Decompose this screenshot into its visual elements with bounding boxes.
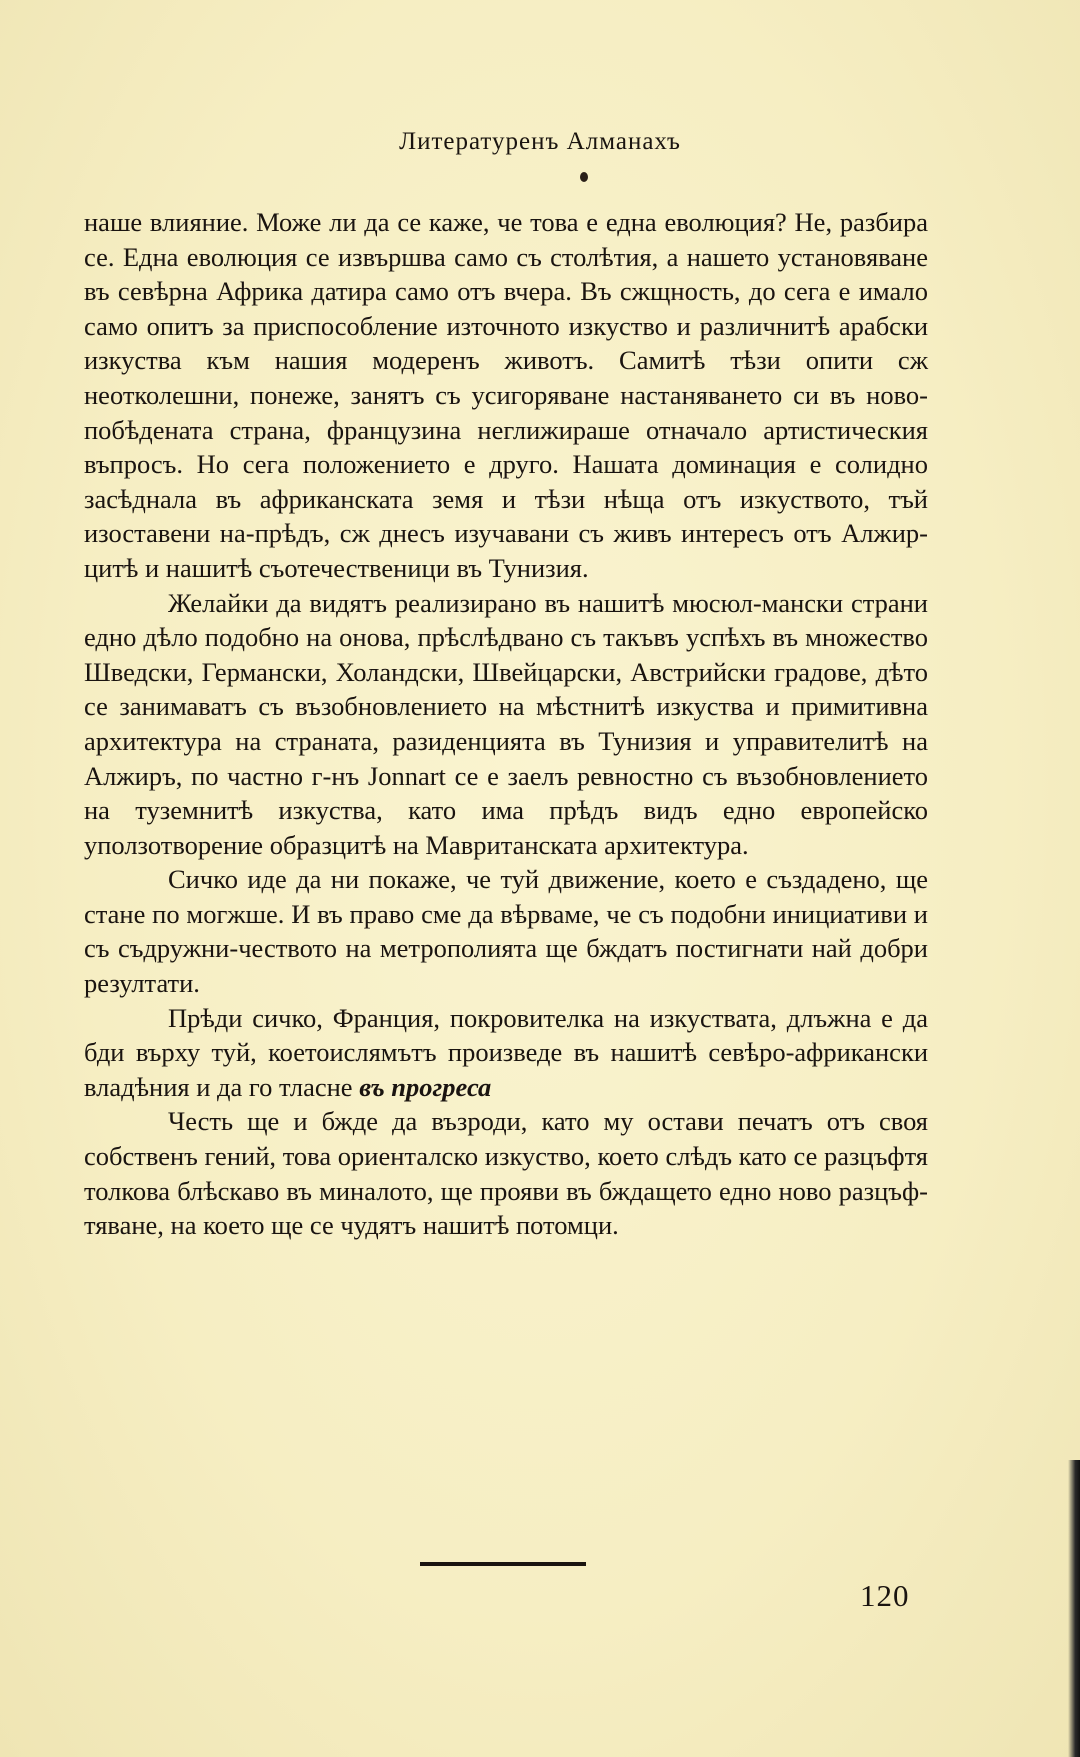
body-text bbox=[84, 205, 928, 1243]
page-number: 120 bbox=[860, 1578, 910, 1613]
paragraph-4 bbox=[84, 1001, 928, 1105]
paragraph-5: Честь ще и бжде да възроди, като му остави печатъ отъ своя собственъ гений, това ориенталско изкуство, което слѣдъ като се разцъфтя толкова блѣскаво въ миналото, ще прояви въ бждащето едно ново разцъф-тяване, на което ще се чудятъ нашитѣ потомци. bbox=[84, 1106, 928, 1241]
paragraph-3: Сичко иде да ни покаже, че туй движение, което е създадено, ще стане по могжше. И въ право сме да вѣрваме, че съ подобни инициативи и съ съдружни-чеството на метрополията ще бждатъ постигнати най добри резултати. bbox=[84, 864, 928, 999]
paragraph-1: наше влияние. Може ли да се каже, че това е една еволюция? Не, разбира се. Една еволюция се извършва само съ столѣтия, а нашето установяване въ севѣрна Африка датира само отъ вчера. Въ сжщность, до сега е имало само опитъ за приспособление източното изкуство и различнитѣ арабски изкуства към нашия модеренъ животъ. Самитѣ тѣзи опити сж неотколешни, понеже, занятъ съ усигоряване настаняването си въ ново-побѣдената страна, французина неглижираше отначало артистическия въпросъ. Но сега положението е друго. Нашата доминация е солидно засѣднала въ африканската земя и тѣзи нѣща отъ изкуството, тъй изоставени на-прѣдъ, сж днесъ изучавани съ живъ интересъ отъ Алжир-цитѣ и нашитѣ съотечественици въ Тунизия. bbox=[84, 207, 928, 583]
running-header: Литературенъ Алманахъ bbox=[399, 128, 681, 155]
paragraph-2: Желайки да видятъ реализирано въ нашитѣ мюсюл-мански страни едно дѣло подобно на онова, прѣслѣдвано съ такъвъ успѣхъ въ множество Шведски, Германски, Холандски, Швейцарски, Австрийски градове, дѣто се занимаватъ съ възобновлението на мѣстнитѣ изкуства и примитивна архитектура на страната, разиденцията въ Тунизия и управителитѣ на Алжиръ, по частно г-нъ Jonnart се е заелъ ревностно съ възобновлението на туземнитѣ изкуства, като има прѣдъ видъ едно европейско уползотворение образцитѣ на Мавританската архитектура. bbox=[84, 587, 928, 860]
closing-rule bbox=[420, 1562, 586, 1566]
paragraph-4-italic: въ прогреса bbox=[359, 1071, 492, 1102]
page-edge-shadow bbox=[1068, 1460, 1080, 1757]
header-ornament bbox=[580, 172, 588, 182]
paragraph-4-text: Прѣди сичко, Франция, покровителка на изкуствата, длъжна е да бди върху туй, коетоислямътъ произведе въ нашитѣ севѣро-африкански владѣния и да го тласне bbox=[84, 1002, 928, 1102]
